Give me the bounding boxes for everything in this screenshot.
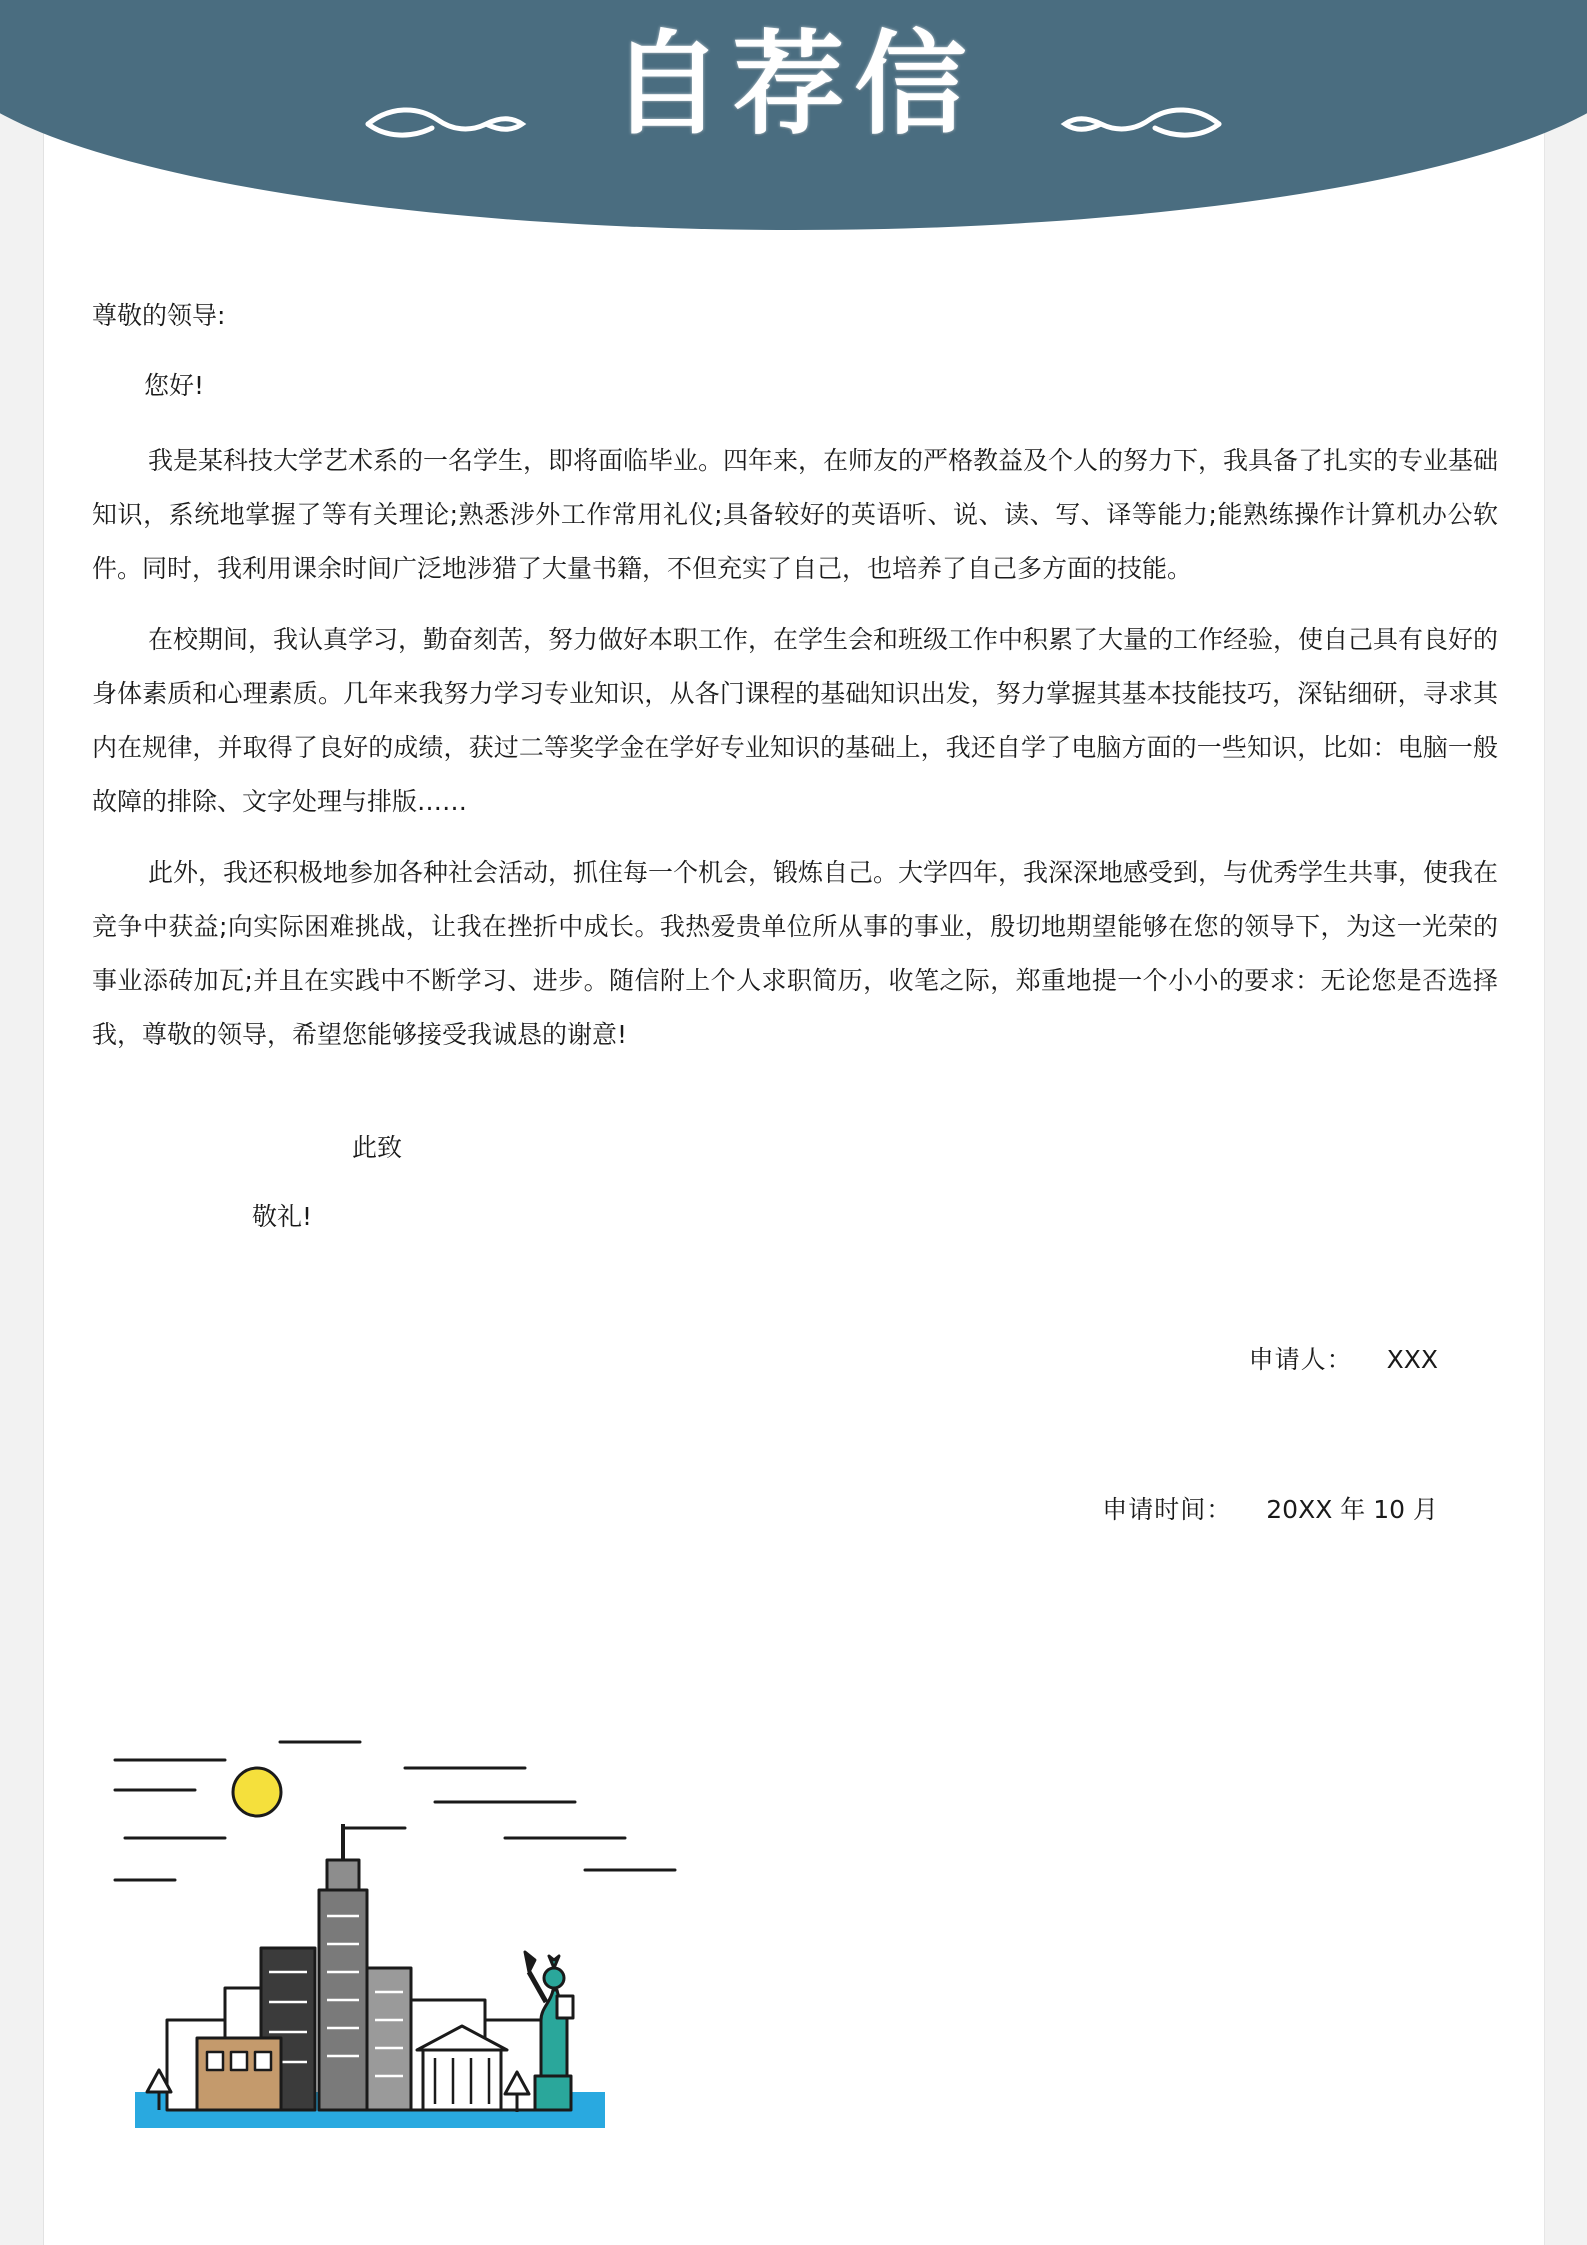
closing-line-2: 敬礼! <box>252 1202 313 1232</box>
date-value: 20XX 年 10 月 <box>1266 1495 1438 1525</box>
paragraph: 在校期间，我认真学习，勤奋刻苦，努力做好本职工作，在学生会和班级工作中积累了大量的工作经验，使自己具有良好的身体素质和心理素质。几年来我努力学习专业知识，从各门课程的基础知识出发，努力掌握其基本技能技巧，深钻细研，寻求其内在规律，并取得了良好的成绩，获过二等奖学金在学好专业知识的基础上，我还自学了电脑方面的一些知识，比如：电脑一般故障的排除、文字处理与排版…… <box>92 625 1499 816</box>
applicant-row <box>92 1285 1438 1435</box>
paragraph: 我是某科技大学艺术系的一名学生，即将面临毕业。四年来，在师友的严格教益及个人的努力下，我具备了扎实的专业基础知识，系统地掌握了等有关理论;熟悉涉外工作常用礼仪;具备较好的英语听、说、读、写、译等能力;能熟练操作计算机办公软件。同时，我利用课余时间广泛地涉猎了大量书籍，不但充实了自己，也培养了自己多方面的技能。 <box>92 446 1499 583</box>
city-skyline-illustration <box>105 1720 725 2150</box>
paragraph: 此外，我还积极地参加各种社会活动，抓住每一个机会，锻炼自己。大学四年，我深深地感受到，与优秀学生共事，使我在竞争中获益;向实际困难挑战，让我在挫折中成长。我热爱贵单位所从事的事业，殷切地期望能够在您的领导下，为这一光荣的事业添砖加瓦;并且在实践中不断学习、进步。随信附上个人求职简历，收笔之际，郑重地提一个小小的要求：无论您是否选择我，尊敬的领导，希望您能够接受我诚恳的谢意! <box>92 858 1499 1049</box>
applicant-label: 申请人： <box>1248 1345 1353 1375</box>
date-row <box>92 1435 1438 1585</box>
salutation: 尊敬的领导: <box>92 301 226 330</box>
signature-block <box>92 1285 1498 1585</box>
page-edge <box>1544 0 1545 2245</box>
letter-body <box>92 296 1498 1585</box>
closing-block <box>92 1125 1498 1239</box>
header-banner <box>0 0 1587 260</box>
closing-line-1: 此致 <box>352 1133 403 1163</box>
greeting: 您好! <box>144 371 205 400</box>
page-title: 自荐信 <box>610 20 977 150</box>
applicant-value: XXX <box>1386 1345 1438 1375</box>
date-label: 申请时间： <box>1102 1495 1233 1525</box>
sun-icon <box>233 1768 281 1816</box>
